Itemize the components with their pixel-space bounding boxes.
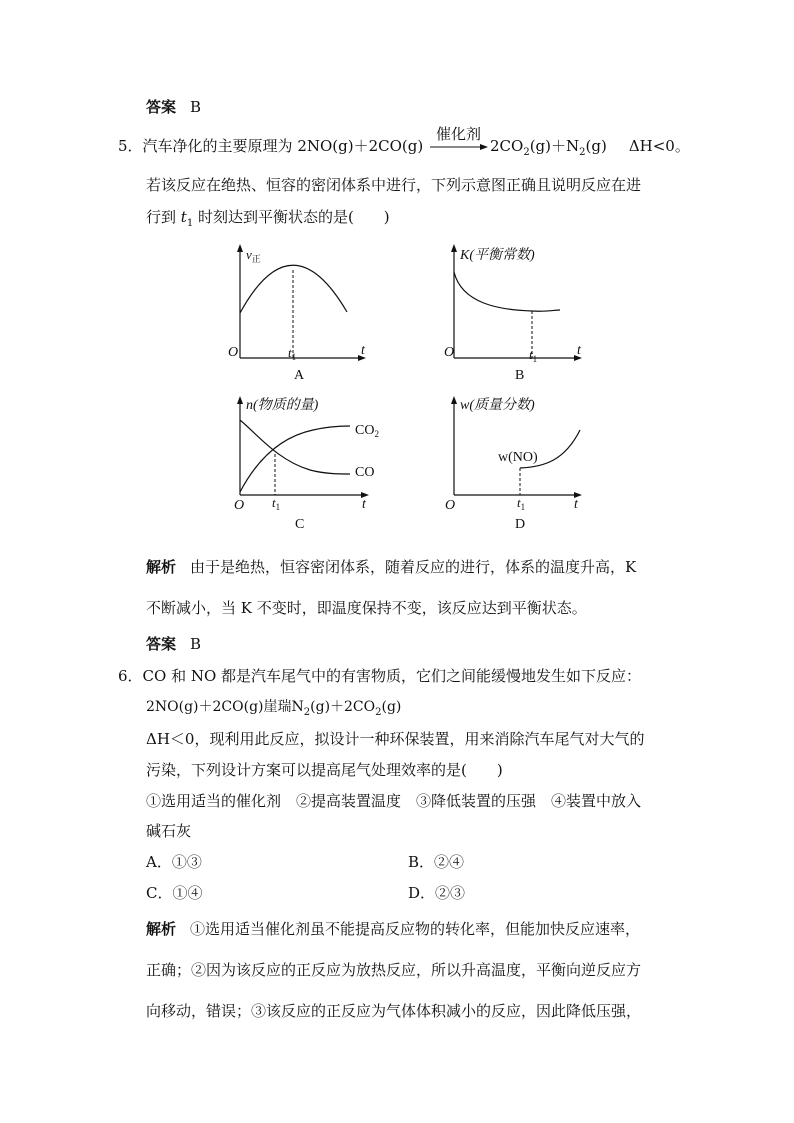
y-axis-arrow: [451, 244, 457, 252]
series-label-co: CO: [355, 465, 375, 480]
t1-tick-label: $t_1$: [529, 347, 538, 364]
chart-d: [440, 392, 600, 534]
enthalpy: ΔH<0。: [628, 137, 690, 155]
y-label: $v_正$: [246, 247, 261, 264]
q5-analysis-line2: 不断减小，当 K 不变时，即温度保持不变，该反应达到平衡状态。: [146, 599, 587, 617]
y-axis-arrow: [237, 244, 243, 252]
analysis-text: ①选用适当催化剂虽不能提高反应物的转化率，但能加快反应速率，: [190, 920, 641, 938]
origin-label: O: [228, 345, 239, 360]
caption: A: [294, 368, 305, 383]
origin-label: O: [444, 345, 455, 360]
q5-text: 行到: [146, 208, 181, 226]
caption: C: [295, 517, 305, 532]
q6-line5: ①选用适当的催化剂 ②提高装置温度 ③降低装置的压强 ④装置中放入: [146, 792, 642, 810]
eq-products-end: (g): [381, 699, 402, 715]
q5-product-end: (g): [585, 137, 607, 155]
q6-analysis-line2: 正确；②因为该反应的正反应为放热反应，所以升高温度，平衡向逆反应方: [146, 961, 642, 979]
answer-label: 答案: [146, 635, 177, 653]
q5-answer: [146, 634, 201, 654]
option-c: C．①④: [146, 884, 203, 902]
q5-analysis-line1: [146, 557, 636, 577]
q5-product-co2: 2CO: [490, 137, 524, 155]
q5-text: 时刻达到平衡状态的是( ): [193, 208, 390, 226]
origin-label: O: [234, 498, 245, 513]
y-label: K(平衡常数): [460, 248, 535, 263]
x-label: t: [362, 497, 366, 512]
q6-line1: [118, 666, 641, 686]
chart-c: [225, 392, 395, 534]
reaction-arrow: [428, 136, 490, 156]
analysis-label: 解析: [146, 558, 177, 576]
subscript: 2: [579, 147, 586, 158]
series-label-co2: $CO_2$: [355, 423, 379, 439]
q6-line3: ΔH＜0，现利用此反应，拟设计一种环保装置，用来消除汽车尾气对大气的: [146, 730, 645, 748]
catalyst-label: 催化剂: [436, 125, 482, 143]
t1-tick-label: $t_1$: [517, 495, 526, 512]
q5-line2: 若该反应在绝热、恒容的密闭体系中进行，下列示意图正确且说明反应在进: [146, 176, 642, 194]
catalyst-arrow: [428, 125, 490, 156]
q6-analysis-line1: [146, 919, 640, 939]
t1-tick-label: $t_1$: [272, 495, 281, 512]
eq-products: (g)＋2CO: [310, 699, 376, 715]
y-label: w(质量分数): [460, 398, 535, 413]
curve-k: [454, 272, 560, 311]
q5-text: 汽车净化的主要原理为 2NO(g)＋2CO(g): [142, 137, 424, 155]
option-b: B．②④: [408, 853, 465, 871]
answer-value: B: [190, 98, 202, 116]
eq-reactants: 2NO(g)＋2CO(g): [146, 699, 264, 715]
answer-value: B: [190, 635, 202, 653]
q5-line1: [118, 125, 690, 163]
q6-line4: 污染，下列设计方案可以提高尾气处理效率的是( ): [146, 761, 503, 779]
answer-label: 答案: [146, 98, 177, 116]
caption: D: [515, 517, 526, 532]
option-a: A．①③: [146, 853, 202, 871]
subscript: 2: [303, 707, 311, 718]
x-label: t: [361, 343, 365, 358]
question-number: 6．: [118, 667, 143, 685]
q4-answer: [146, 97, 201, 117]
analysis-label: 解析: [146, 920, 177, 938]
origin-label: O: [445, 498, 456, 513]
analysis-text: 由于是绝热，恒容密闭体系，随着反应的进行，体系的温度升高，K: [190, 558, 637, 576]
eq-garbled-arrow: 崖瑞N: [263, 699, 304, 715]
caption: B: [515, 368, 525, 383]
option-d: D．②③: [408, 884, 466, 902]
y-label: n(物质的量): [246, 398, 319, 413]
y-axis-arrow: [451, 396, 457, 404]
subscript: 2: [523, 147, 530, 158]
series-label: w(NO): [498, 450, 538, 465]
x-label: t: [577, 343, 581, 358]
question-number: 5．: [118, 137, 143, 155]
chart-a: [222, 240, 382, 385]
q5-line3: [146, 207, 390, 234]
t1-symbol: t: [180, 208, 187, 226]
q6-line6: 碱石灰: [146, 822, 192, 840]
subscript: 1: [186, 218, 194, 229]
q6-text: CO 和 NO 都是汽车尾气中的有害物质，它们之间能缓慢地发生如下反应：: [142, 667, 642, 685]
q5-product-n2: (g)＋N: [529, 137, 580, 155]
x-label: t: [574, 497, 578, 512]
q6-analysis-line3: 向移动，错误；③该反应的正反应为气体体积减小的反应，因此降低压强，: [146, 1002, 642, 1020]
subscript: 2: [375, 707, 382, 718]
y-axis-arrow: [237, 396, 243, 404]
q6-equation: [146, 697, 401, 723]
t1-tick-label: $t_1$: [288, 345, 297, 362]
chart-b: [440, 240, 600, 385]
